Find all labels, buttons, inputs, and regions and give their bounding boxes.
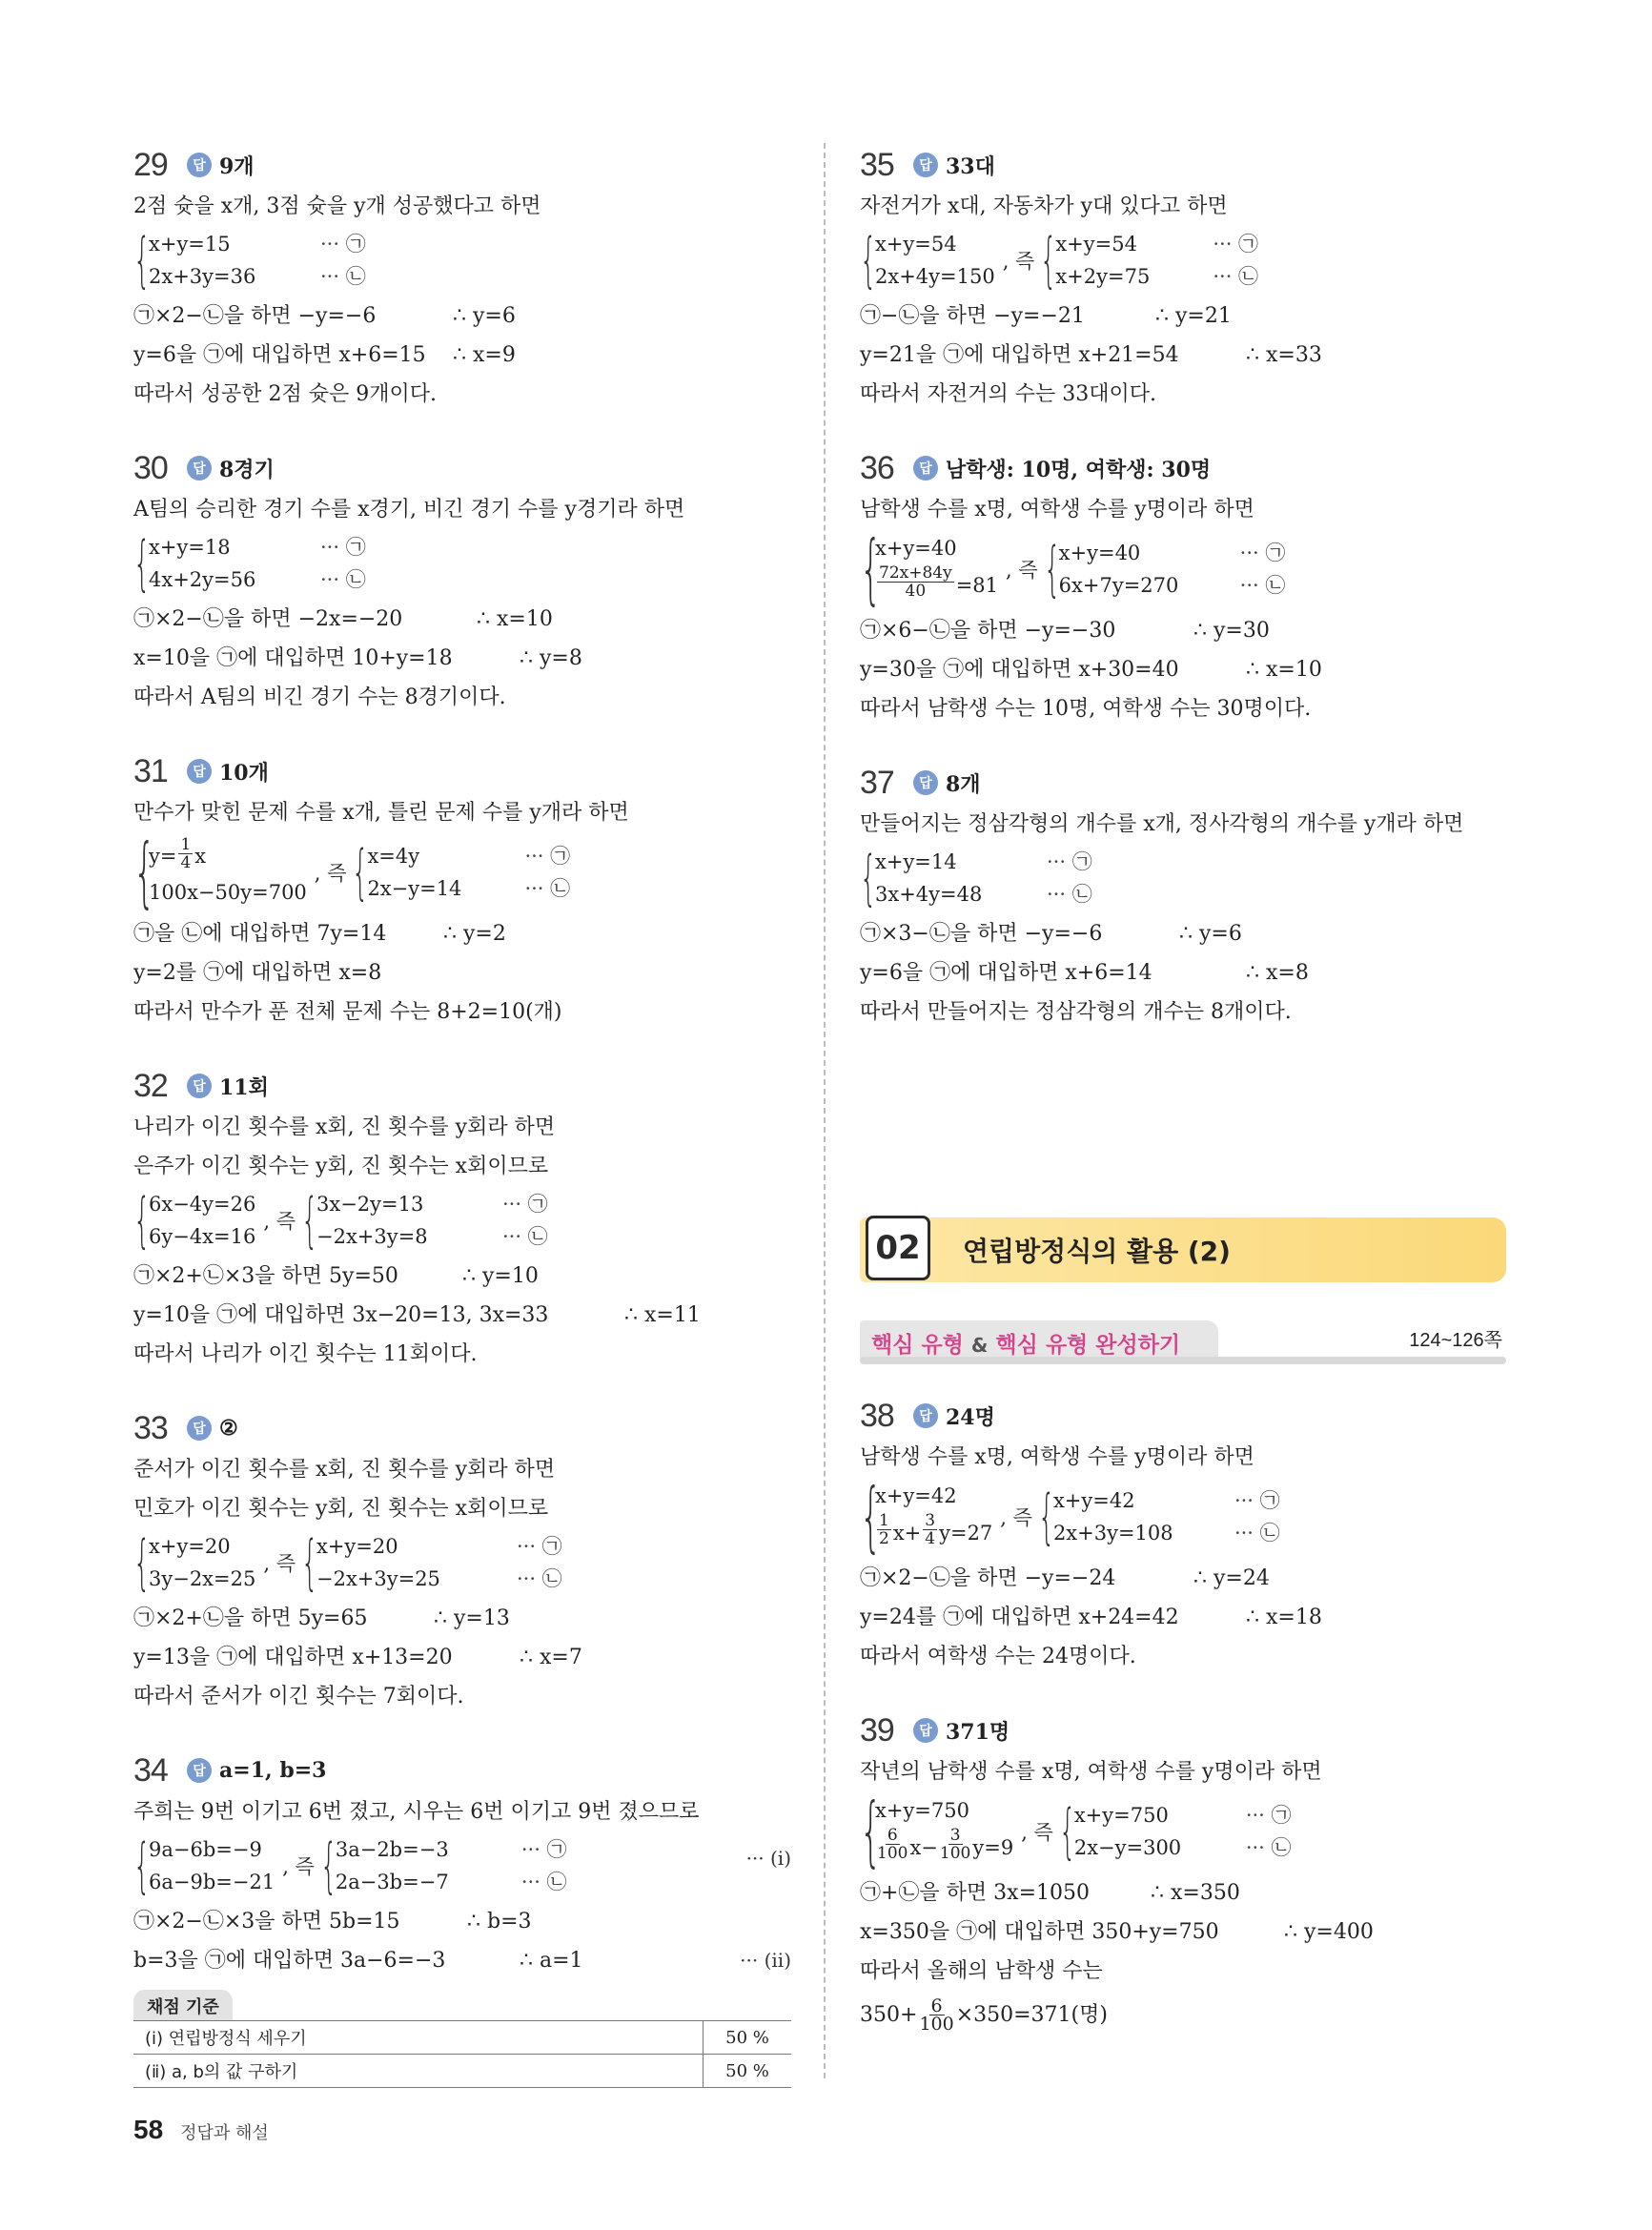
page-footer bbox=[133, 2115, 269, 2145]
page-number: 58 bbox=[133, 2115, 164, 2144]
separator-text: , 즉 bbox=[1002, 250, 1035, 273]
separator-text: , 즉 bbox=[1000, 1506, 1032, 1529]
separator-text: , 즉 bbox=[263, 1552, 296, 1575]
equation-label: ··· ㉡ bbox=[501, 1225, 548, 1248]
answer-badge: 답 bbox=[187, 1416, 212, 1441]
equation: 3y−2x=25 bbox=[149, 1567, 256, 1590]
solution-line: ㉠×2+㉡을 하면 5y=65 ∴ y=13 bbox=[133, 1606, 510, 1630]
answer-text: 9개 bbox=[219, 153, 255, 179]
equation: 6y−4x=16 bbox=[149, 1225, 256, 1248]
step-marker: ··· (ⅱ) bbox=[740, 1949, 791, 1972]
equation: 6x−4y=26 bbox=[149, 1193, 256, 1216]
equation: x+y=750 bbox=[875, 1799, 969, 1822]
separator-text: , 즉 bbox=[314, 862, 347, 885]
equation-label: ··· ㉠ bbox=[501, 1193, 548, 1216]
problem-number: 31 bbox=[133, 752, 168, 789]
equation-system: { x+y=20 3y−2x=25 , 즉 { x+y=20 ··· ㉠ −2x+3y=25 ··· ㉡ bbox=[133, 1527, 562, 1597]
equation: x+2y=75 bbox=[1055, 265, 1151, 288]
solution-line: 따라서 준서가 이긴 횟수는 7회이다. bbox=[133, 1685, 464, 1708]
equation: 4x+2y=56 bbox=[149, 568, 256, 591]
equation: 2x−y=14 bbox=[367, 877, 462, 900]
equation-label: ··· ㉡ bbox=[1213, 265, 1259, 288]
problem-number: 33 bbox=[133, 1409, 168, 1446]
solution-line: ㉠을 ㉡에 대입하면 7y=14 ∴ y=2 bbox=[133, 922, 506, 946]
solution-line: ㉠×2−㉡을 하면 −y=−24 ∴ y=24 bbox=[860, 1566, 1270, 1590]
answer-text: 11회 bbox=[219, 1074, 269, 1100]
solution-line: y=10을 ㉠에 대입하면 3x−20=13, 3x=33 ∴ x=11 bbox=[133, 1303, 701, 1327]
equation: 6a−9b=−21 bbox=[149, 1871, 275, 1893]
solution-line: 350+ $\frac{6}{100}$ ×350=371(명) bbox=[860, 1995, 1108, 2035]
equation: 2a−3b=−7 bbox=[335, 1871, 449, 1893]
answer-badge: 답 bbox=[187, 456, 212, 481]
solution-line: 따라서 자전거의 수는 33대이다. bbox=[860, 382, 1156, 406]
equation-system: { x+y=14 ··· ㉠ 3x+4y=48 ··· ㉡ bbox=[860, 843, 1092, 912]
problem-35 bbox=[860, 143, 1518, 414]
problem-number: 34 bbox=[133, 1751, 168, 1789]
equation: x+y=40 bbox=[1058, 542, 1141, 564]
solution-line: ㉠×2−㉡을 하면 −2x=−20 ∴ x=10 bbox=[133, 607, 553, 631]
subsection-label: 핵심 유형 & 핵심 유형 완성하기 bbox=[871, 1333, 1181, 1358]
equation-system: { x+y=54 2x+4y=150 , 즉 { x+y=54 ··· ㉠ x+2y=75 ··· ㉡ bbox=[860, 225, 1259, 295]
equation-label: ··· ㉡ bbox=[524, 877, 571, 900]
equation-label: ··· ㉠ bbox=[320, 233, 366, 256]
problem-number: 32 bbox=[133, 1067, 168, 1104]
equation: x+y=20 bbox=[149, 1535, 231, 1558]
problem-34 bbox=[133, 1749, 791, 1980]
solution-line: 따라서 남학생 수는 10명, 여학생 수는 30명이다. bbox=[860, 697, 1312, 721]
equation-label: ··· ㉡ bbox=[1234, 1522, 1280, 1545]
equation-label: ··· ㉡ bbox=[516, 1567, 562, 1590]
solution-line: 나리가 이긴 횟수를 x회, 진 횟수를 y회라 하면 bbox=[133, 1115, 556, 1139]
solution-line: 준서가 이긴 횟수를 x회, 진 횟수를 y회라 하면 bbox=[133, 1458, 556, 1482]
solution-line: 민호가 이긴 횟수는 y회, 진 횟수는 x회이므로 bbox=[133, 1497, 549, 1521]
equation: 2x+4y=150 bbox=[875, 265, 995, 288]
equation-system: { x+y=750 $\frac{6}{100}$ x− $\frac{3}{100}$ y=9 , 즉 { x+y=750 ··· ㉠ 2x−y=300 ··· ㉡ bbox=[860, 1787, 1292, 1875]
equation-label: ··· ㉠ bbox=[1245, 1804, 1292, 1827]
equation-label: ··· ㉠ bbox=[320, 536, 366, 559]
equation: −2x+3y=25 bbox=[316, 1567, 440, 1590]
equation-system: { x+y=42 $\frac{1}{2}$ x+ $\frac{3}{4}$ y=27 , 즉 { x+y=42 ··· ㉠ 2x+3y=108 ··· ㉡ bbox=[860, 1472, 1280, 1561]
problem-number: 37 bbox=[860, 764, 894, 801]
separator-text: , 즉 bbox=[282, 1855, 315, 1878]
page-range: 124~126쪽 bbox=[1409, 1330, 1502, 1351]
equation: x=4y bbox=[367, 845, 420, 868]
criteria-label: (ⅰ) 연립방정식 세우기 bbox=[133, 2021, 704, 2055]
solution-line: 작년의 남학생 수를 x명, 여학생 수를 y명이라 하면 bbox=[860, 1760, 1322, 1784]
answer-text: 371명 bbox=[946, 1719, 1010, 1745]
solution-line: A팀의 승리한 경기 수를 x경기, 비긴 경기 수를 y경기라 하면 bbox=[133, 498, 685, 522]
problem-number: 36 bbox=[860, 449, 894, 486]
answer-text: ② bbox=[219, 1416, 238, 1441]
answer-text: 남학생: 10명, 여학생: 30명 bbox=[946, 457, 1212, 482]
problem-31 bbox=[133, 749, 791, 1032]
equation-label: ··· ㉡ bbox=[1047, 883, 1092, 906]
problem-number: 38 bbox=[860, 1397, 894, 1434]
equation: 3x+4y=48 bbox=[875, 883, 983, 906]
answer-badge: 답 bbox=[187, 1074, 212, 1098]
solution-line: 따라서 올해의 남학생 수는 bbox=[860, 1959, 1103, 1983]
equation: x+y=42 bbox=[875, 1484, 957, 1507]
equation: x+y=20 bbox=[316, 1535, 398, 1558]
equation-label: ··· ㉠ bbox=[524, 845, 571, 868]
problem-number: 30 bbox=[133, 449, 168, 486]
solution-line: y=30을 ㉠에 대입하면 x+30=40 ∴ x=10 bbox=[860, 658, 1322, 682]
answer-badge: 답 bbox=[187, 759, 212, 784]
answer-text: 33대 bbox=[946, 153, 995, 179]
solution-line: y=24를 ㉠에 대입하면 x+24=42 ∴ x=18 bbox=[860, 1606, 1322, 1629]
answer-badge: 답 bbox=[913, 770, 938, 795]
grading-criteria bbox=[133, 1990, 791, 2088]
answer-badge: 답 bbox=[913, 1403, 938, 1428]
equation: 2x+3y=108 bbox=[1052, 1522, 1173, 1545]
separator-text: , 즉 bbox=[263, 1210, 296, 1233]
problem-30 bbox=[133, 446, 791, 717]
problem-37 bbox=[860, 761, 1518, 1032]
solution-line: 주희는 9번 이기고 6번 졌고, 시우는 6번 이기고 9번 졌으므로 bbox=[133, 1800, 700, 1824]
equation: x+y=15 bbox=[149, 233, 231, 256]
criteria-label: (ⅱ) a, b의 값 구하기 bbox=[133, 2055, 704, 2088]
separator-text: , 즉 bbox=[1021, 1821, 1053, 1844]
equation-system: { x+y=18 ··· ㉠ 4x+2y=56 ··· ㉡ bbox=[133, 528, 366, 598]
answer-badge: 답 bbox=[913, 153, 938, 177]
problem-38 bbox=[860, 1394, 1518, 1676]
equation-system: { 9a−6b=−9 6a−9b=−21 , 즉 { 3a−2b=−3 ··· ㉠ 2a−3b=−7 ··· ㉡ ··· (ⅰ) bbox=[133, 1831, 791, 1900]
solution-line: b=3을 ㉠에 대입하면 3a−6=−3 ∴ a=1 ··· (ⅱ) bbox=[133, 1941, 791, 1980]
equation-label: ··· ㉠ bbox=[1239, 542, 1286, 564]
equation-label: ··· ㉠ bbox=[520, 1838, 567, 1861]
column-divider bbox=[824, 143, 826, 2078]
equation: 6x+7y=270 bbox=[1058, 574, 1179, 597]
section-title: 연립방정식의 활용 (2) bbox=[963, 1236, 1231, 1267]
solution-line: 은주가 이긴 횟수는 y회, 진 횟수는 x회이므로 bbox=[133, 1155, 549, 1178]
solution-line: 따라서 여학생 수는 24명이다. bbox=[860, 1645, 1136, 1668]
equation: x+y=40 bbox=[875, 537, 957, 560]
criteria-heading: 채점 기준 bbox=[133, 1990, 233, 2020]
answer-text: 8경기 bbox=[219, 457, 275, 482]
footer-text: 정답과 해설 bbox=[180, 2123, 269, 2143]
equation-system: { y= $\frac{1}{4}$ x 100x−50y=700 , 즉 { x=4y ··· ㉠ 2x−y=14 ··· ㉡ bbox=[133, 828, 571, 916]
problem-number: 39 bbox=[860, 1711, 894, 1749]
equation-label: ··· ㉡ bbox=[1239, 574, 1286, 597]
right-column bbox=[860, 143, 1518, 1064]
equation-label: ··· ㉡ bbox=[1245, 1836, 1292, 1859]
equation: 9a−6b=−9 bbox=[149, 1838, 262, 1861]
problem-number: 35 bbox=[860, 146, 894, 183]
solution-line: 따라서 만들어지는 정삼각형의 개수는 8개이다. bbox=[860, 1000, 1292, 1024]
equation-system: { 6x−4y=26 6y−4x=16 , 즉 { 3x−2y=13 ··· ㉠ −2x+3y=8 ··· ㉡ bbox=[133, 1185, 548, 1255]
equation-label: ··· ㉠ bbox=[1234, 1489, 1280, 1512]
solution-line: ㉠×2−㉡×3을 하면 5b=15 ∴ b=3 bbox=[133, 1910, 532, 1933]
solution-line: 남학생 수를 x명, 여학생 수를 y명이라 하면 bbox=[860, 498, 1254, 522]
right-column-lower bbox=[860, 1394, 1518, 2071]
solution-line: 2점 슛을 x개, 3점 슛을 y개 성공했다고 하면 bbox=[133, 194, 541, 218]
table-row bbox=[133, 2055, 791, 2088]
answer-badge: 답 bbox=[913, 1718, 938, 1743]
equation-label: ··· ㉡ bbox=[520, 1871, 567, 1893]
solution-line: 자전거가 x대, 자동차가 y대 있다고 하면 bbox=[860, 194, 1228, 218]
solution-line: 따라서 A팀의 비긴 경기 수는 8경기이다. bbox=[133, 685, 506, 709]
problem-29 bbox=[133, 143, 791, 414]
equation: x+y=18 bbox=[149, 536, 231, 559]
answer-badge: 답 bbox=[187, 1758, 212, 1783]
solution-line: 따라서 나리가 이긴 횟수는 11회이다. bbox=[133, 1342, 478, 1366]
equation-label: ··· ㉠ bbox=[1213, 233, 1259, 256]
solution-line: 남학생 수를 x명, 여학생 수를 y명이라 하면 bbox=[860, 1445, 1254, 1469]
solution-line: y=13을 ㉠에 대입하면 x+13=20 ∴ x=7 bbox=[133, 1646, 582, 1669]
criteria-table bbox=[133, 2020, 791, 2088]
solution-line: ㉠×3−㉡을 하면 −y=−6 ∴ y=6 bbox=[860, 922, 1242, 946]
solution-line: y=6을 ㉠에 대입하면 x+6=15 ∴ x=9 bbox=[133, 343, 516, 367]
equation: 3a−2b=−3 bbox=[335, 1838, 449, 1861]
problem-39 bbox=[860, 1708, 1518, 2038]
equation: −2x+3y=8 bbox=[316, 1225, 428, 1248]
answer-text: 24명 bbox=[946, 1404, 995, 1430]
solution-line: y=6을 ㉠에 대입하면 x+6=14 ∴ x=8 bbox=[860, 961, 1309, 985]
equation-label: ··· ㉠ bbox=[516, 1535, 562, 1558]
equation: x+y=42 bbox=[1052, 1489, 1135, 1512]
equation: 100x−50y=700 bbox=[149, 881, 307, 904]
subsection-banner bbox=[860, 1320, 1506, 1364]
solution-line: ㉠×2−㉡을 하면 −y=−6 ∴ y=6 bbox=[133, 304, 516, 328]
solution-line: x=10을 ㉠에 대입하면 10+y=18 ∴ y=8 bbox=[133, 646, 582, 670]
answer-badge: 답 bbox=[913, 456, 938, 481]
problem-36 bbox=[860, 446, 1518, 728]
solution-line: y=2를 ㉠에 대입하면 x=8 bbox=[133, 961, 382, 985]
problem-33 bbox=[133, 1406, 791, 1716]
solution-line: y=21을 ㉠에 대입하면 x+21=54 ∴ x=33 bbox=[860, 343, 1322, 367]
solution-line: 따라서 만수가 푼 전체 문제 수는 8+2=10(개) bbox=[133, 1000, 562, 1024]
equation: 2x+3y=36 bbox=[149, 265, 256, 288]
equation-system: { x+y=40 $\frac{72x+84y}{40}$ =81 , 즉 { x+y=40 ··· ㉠ 6x+7y=270 ··· ㉡ bbox=[860, 524, 1286, 613]
solution-line: ㉠+㉡을 하면 3x=1050 ∴ x=350 bbox=[860, 1881, 1240, 1905]
equation-label: ··· ㉡ bbox=[320, 265, 366, 288]
equation: x+y=54 bbox=[1055, 233, 1137, 256]
problem-32 bbox=[133, 1064, 791, 1374]
solution-line: 만들어지는 정삼각형의 개수를 x개, 정사각형의 개수를 y개라 하면 bbox=[860, 812, 1464, 836]
equation: 3x−2y=13 bbox=[316, 1193, 424, 1216]
equation-label: ··· ㉠ bbox=[1047, 850, 1092, 873]
problem-number: 29 bbox=[133, 146, 168, 183]
solution-line: ㉠×6−㉡을 하면 −y=−30 ∴ y=30 bbox=[860, 619, 1270, 643]
step-marker: ··· (ⅰ) bbox=[745, 1847, 791, 1870]
criteria-points: 50 % bbox=[704, 2021, 792, 2055]
answer-text: a=1, b=3 bbox=[219, 1758, 327, 1783]
equation: 2x−y=300 bbox=[1073, 1836, 1182, 1859]
answer-badge: 답 bbox=[187, 153, 212, 177]
criteria-points: 50 % bbox=[704, 2055, 792, 2088]
table-row bbox=[133, 2021, 791, 2055]
section-number: 02 bbox=[866, 1216, 930, 1280]
separator-text: , 즉 bbox=[1006, 559, 1038, 582]
equation: x+y=54 bbox=[875, 233, 957, 256]
solution-line: ㉠−㉡을 하면 −y=−21 ∴ y=21 bbox=[860, 304, 1232, 328]
solution-line: 따라서 성공한 2점 슛은 9개이다. bbox=[133, 382, 437, 406]
equation: x+y=14 bbox=[875, 850, 957, 873]
equation-label: ··· ㉡ bbox=[320, 568, 366, 591]
answer-text: 10개 bbox=[219, 760, 269, 786]
answer-text: 8개 bbox=[946, 771, 981, 797]
solution-line: 만수가 맞힌 문제 수를 x개, 틀린 문제 수를 y개라 하면 bbox=[133, 801, 629, 825]
solution-line: ㉠×2+㉡×3을 하면 5y=50 ∴ y=10 bbox=[133, 1264, 539, 1288]
equation: x+y=750 bbox=[1073, 1804, 1169, 1827]
left-column bbox=[133, 143, 791, 2088]
solution-line: x=350을 ㉠에 대입하면 350+y=750 ∴ y=400 bbox=[860, 1920, 1374, 1944]
equation-system: { x+y=15 ··· ㉠ 2x+3y=36 ··· ㉡ bbox=[133, 225, 366, 295]
section-banner bbox=[860, 1217, 1506, 1282]
